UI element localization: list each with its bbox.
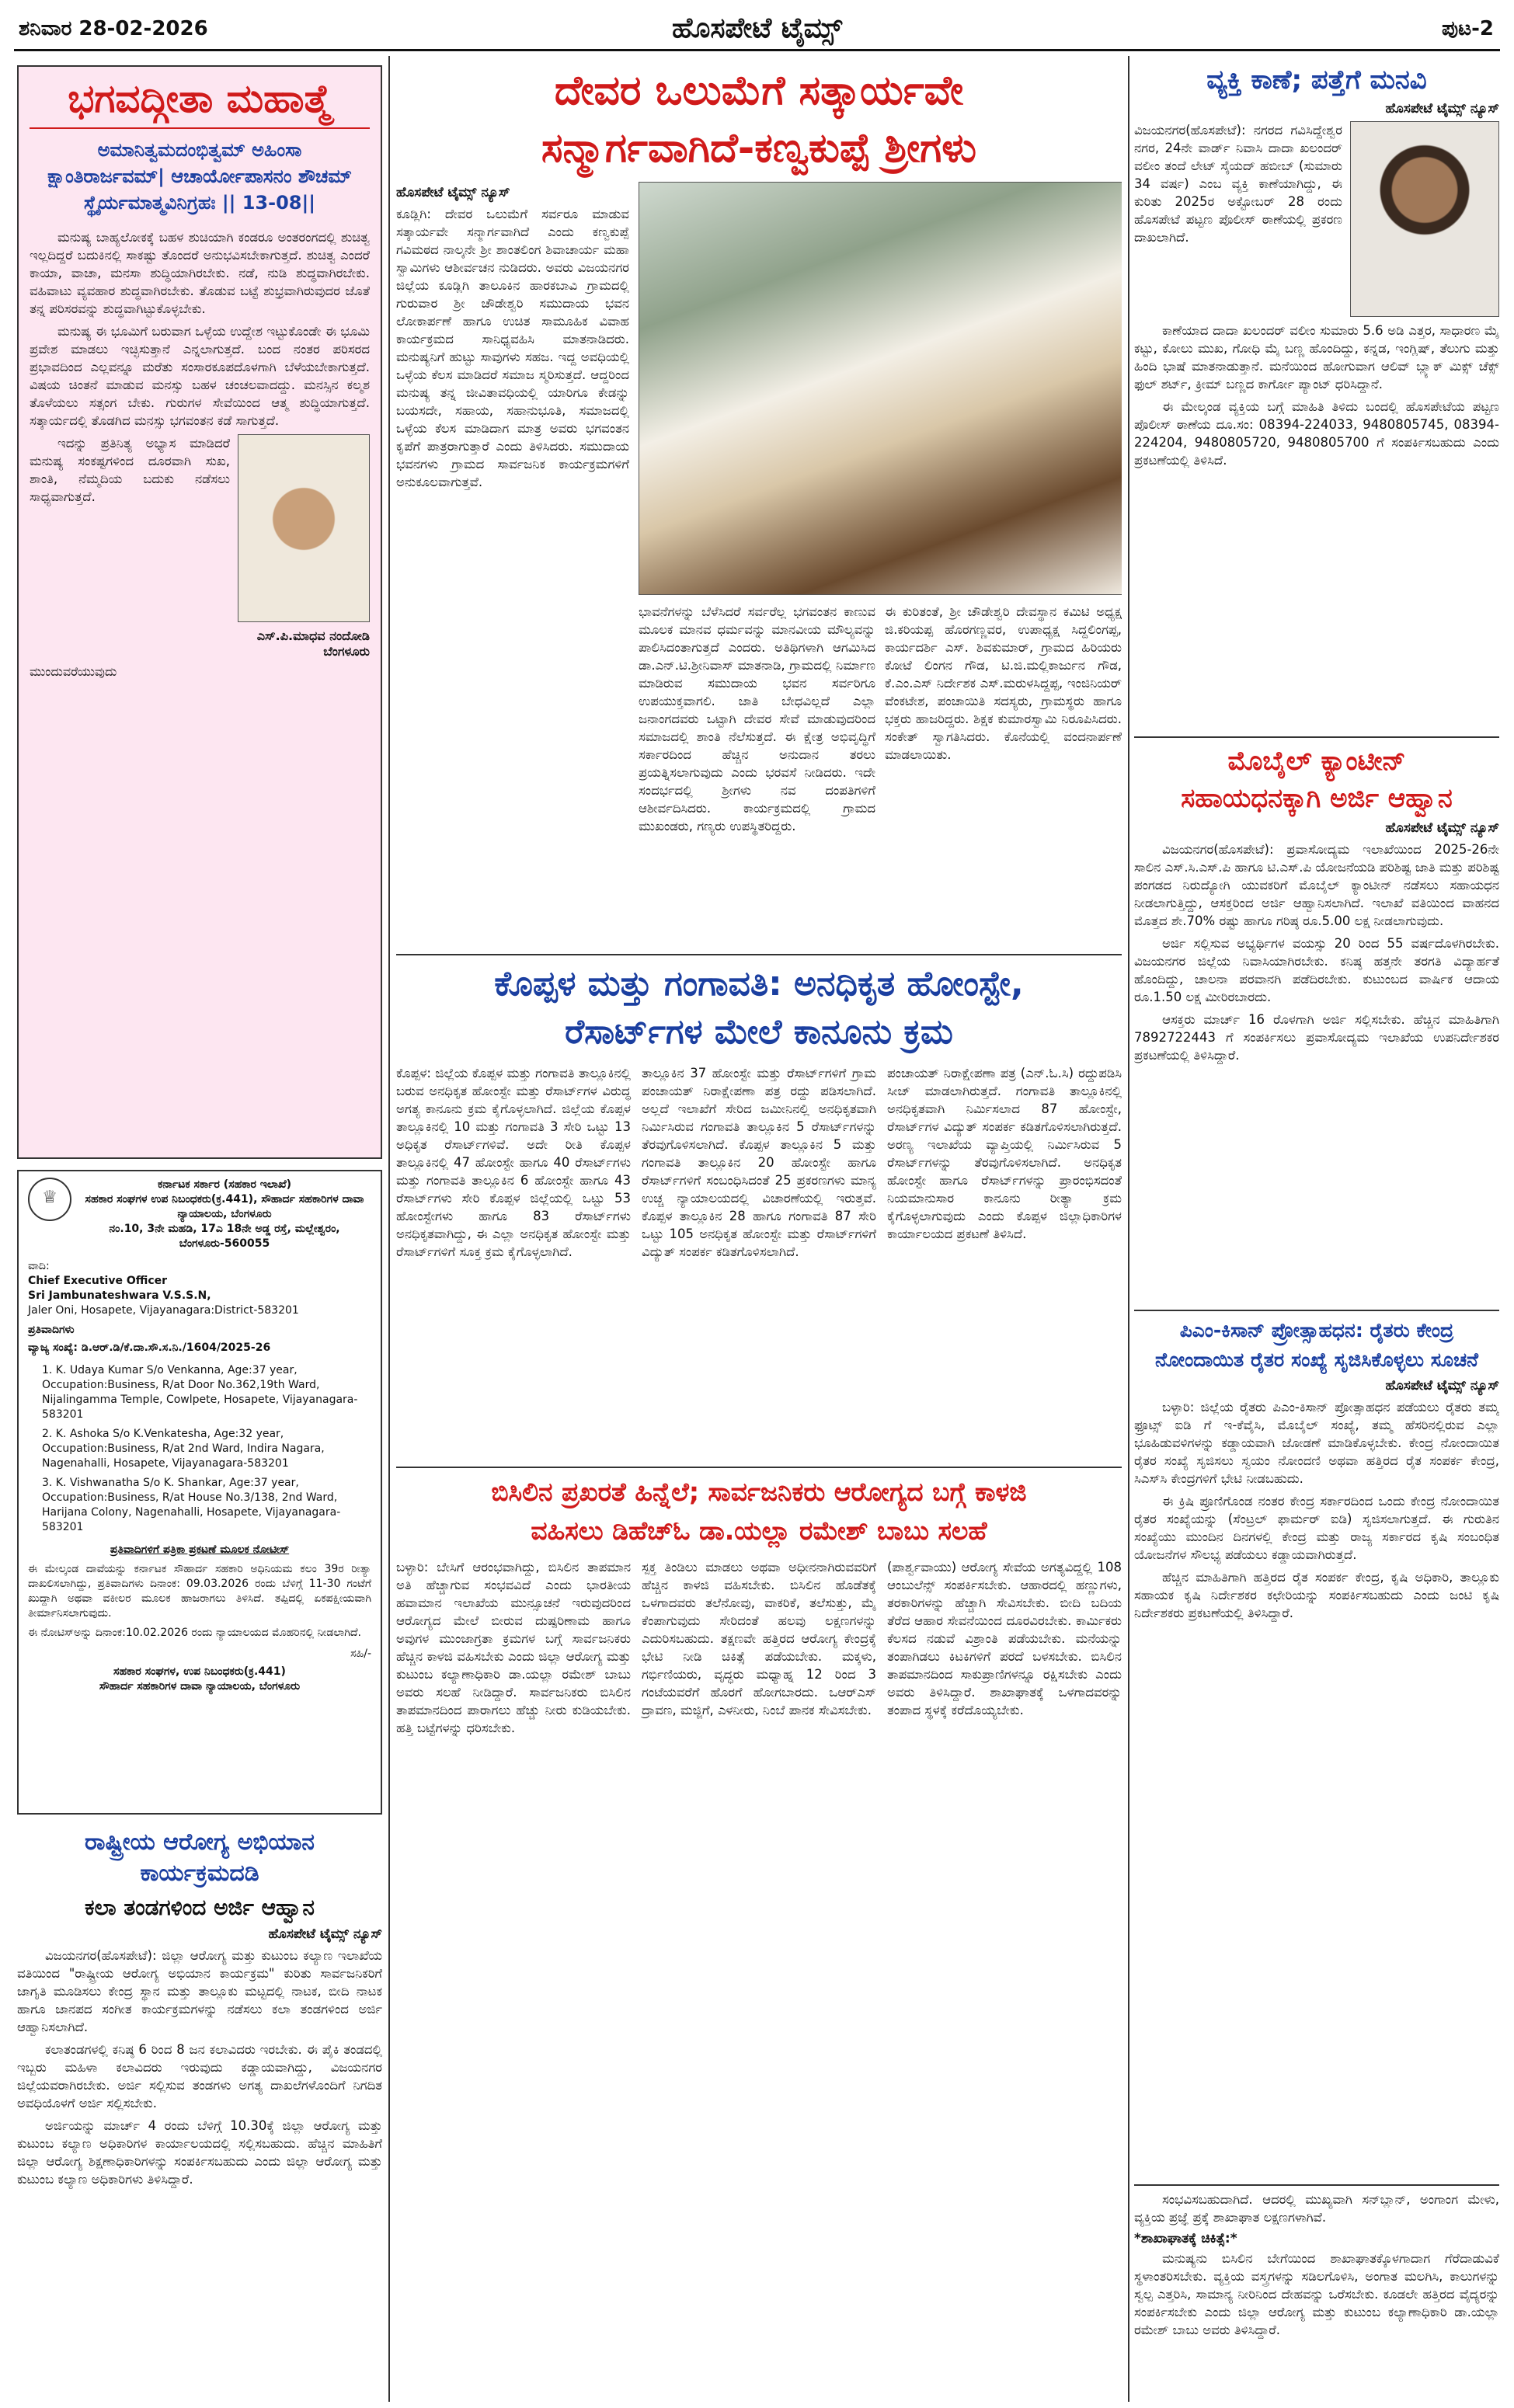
gita-para: ಮನುಷ್ಯ ಬಾಹ್ಯಲೋಕಕ್ಕೆ ಬಹಳ ಶುಚಿಯಾಗಿ ಕಂಡರೂ ಅಂತರಂಗದಲ್ಲಿ ಶುಚಿತ್ವ ಇಲ್ಲದಿದ್ದರೆ ಬದುಕಿನಲ್ಲಿ ಸಾಕಷ್ಟು ತೊಂದರೆ ಅನುಭವಿಸಬೇಕಾಗುತ್ತದೆ. ಶುಚಿತ್ವ ಎಂದರೆ ಕಾಯಾ, ವಾಚಾ, ಮನಸಾ ಶುದ್ಧಿಯಾಗಿರಬೇಕು. ನಡೆ, ನುಡಿ ಶುದ್ಧವಾಗಿರಬೇಕು. ವಹಿವಾಟು ವ್ಯವಹಾರ ಶುದ್ಧವಾಗಿರಬೇಕು. ತೊಡುವ ಬಟ್ಟೆ ಶುಭ್ರವಾಗಿರುವುದರ ಜೊತೆ ತನ್ನ ಪರಿಸರವನ್ನು ಶುದ್ಧವಾಗಿಟ್ಟುಕೊಳ್ಳಬೇಕು. [30, 230, 370, 316]
page-number: ಪುಟ-2 [1441, 17, 1494, 40]
lead-title: ದೇವರ ಒಲುಮೆಗೆ ಸತ್ಕಾರ್ಯವೇ [554, 68, 964, 114]
section-rule [396, 1467, 1122, 1468]
column-rule [388, 56, 390, 2402]
notice-line: Jaler Oni, Hosapete, Vijayanagara:District-583201 [28, 1304, 299, 1317]
notice-line: Sri Jambunateshwara V.S.S.N, [28, 1289, 211, 1302]
masthead [14, 11, 1500, 51]
notice-line: ಪ್ರತಿವಾದಿಗಳಿಗೆ ಪತ್ರಿಕಾ ಪ್ರಕಟಣೆ ಮೂಲಕ ನೋಟೀಸ್ [110, 1543, 290, 1556]
notice-line: ವ್ಯಾಜ್ಯ ಸಂಖ್ಯೆ: ಡಿ.ಆರ್.ಡಿ/ಕೆ.ದಾ.ಸೌ.ಸ.ನಿ./1604/2025-26 [28, 1341, 271, 1354]
health-title: ಕಲಾ ತಂಡಗಳಿಂದ ಅರ್ಜಿ ಆಹ್ವಾನ [85, 1895, 315, 1920]
notice-line: ಕರ್ನಾಟಕ ಸರ್ಕಾರ (ಸಹಕಾರ ಇಲಾಖೆ) [157, 1178, 292, 1191]
column-rule [1128, 56, 1129, 2402]
notice-line: 3. K. Vishwanatha S/o K. Shankar, Age:37 year, Occupation:Business, R/at House No.3/138, 2nd Ward, Harijana Colony, Nagenahalli, Hosapete, Vijayanagara-583201 [42, 1477, 341, 1533]
missing-person-photo [1350, 121, 1499, 317]
pmkisan-title: ಪಿಎಂ-ಕಿಸಾನ್ ಪ್ರೋತ್ಸಾಹಧನ: ರೈತರು ಕೇಂದ್ರ [1179, 1319, 1454, 1341]
lead-byline: ಹೊಸಪೇಟೆ ಟೈಮ್ಸ್ ನ್ಯೂಸ್ [396, 185, 510, 200]
section-rule [396, 954, 1122, 955]
gita-author: ಎಸ್.ಪಿ.ಮಾಧವ ನಂದೋಡಿ [256, 628, 370, 643]
author-photo [238, 434, 370, 622]
notice-line: ಸೌಹಾರ್ದ ಸಹಕಾರಿಗಳ ದಾವಾ ನ್ಯಾಯಾಲಯ, ಬೆಂಗಳೂರು [99, 1680, 301, 1693]
gita-author-city: ಬೆಂಗಳೂರು [323, 644, 370, 659]
heat-continued-heading: *ಶಾಖಾಘಾತಕ್ಕೆ ಚಿಕಿತ್ಸೆ:* [1134, 2231, 1237, 2246]
heat-continued [1134, 2191, 1499, 2402]
heat-col1: ಬಳ್ಳಾರಿ: ಬೇಸಿಗೆ ಆರಂಭವಾಗಿದ್ದು, ಬಿಸಿಲಿನ ತಾಪಮಾನ ಅತಿ ಹೆಚ್ಚಾಗುವ ಸಂಭವವಿದೆ ಎಂದು ಭಾರತೀಯ ಹವಾಮಾನ ಇಲಾಖೆಯ ಮುನ್ಸೂಚನೆ ಇರುವುದರಿಂದ ಆರೋಗ್ಯದ ಮೇಲೆ ಬೀರುವ ದುಷ್ಪರಿಣಾಮ ಹಾಗೂ ಅವುಗಳ ಮುಂಜಾಗ್ರತಾ ಕ್ರಮಗಳ ಬಗ್ಗೆ ಸಾರ್ವಜನಿಕರು ಹೆಚ್ಚಿನ ಕಾಳಜಿ ವಹಿಸಬೇಕು ಎಂದು ಜಿಲ್ಲಾ ಆರೋಗ್ಯ ಮತ್ತು ಕುಟುಂಬ ಕಲ್ಯಾಣಾಧಿಕಾರಿ ಡಾ.ಯಲ್ಲಾ ರಮೇಶ್ ಬಾಬು ಅವರು ಸಲಹೆ ನೀಡಿದ್ದಾರೆ. ಸಾರ್ವಜನಿಕರು ಬಿಸಿಲಿನ ತಾಪಮಾನದಿಂದ ಪಾರಾಗಲು ಹೆಚ್ಚು ನೀರು ಕುಡಿಯಬೇಕು. ಹತ್ತಿ ಬಟ್ಟೆಗಳನ್ನು ಧರಿಸಬೇಕು. [396, 1560, 631, 1735]
koppal-col3: ಪಂಚಾಯತ್ ನಿರಾಕ್ಷೇಪಣಾ ಪತ್ರ (ಎನ್.ಓ.ಸಿ) ರದ್ದುಪಡಿಸಿ ಸೀಜ್ ಮಾಡಲಾಗಿರುತ್ತದೆ. ಗಂಗಾವತಿ ತಾಲ್ಲೂಕಿನಲ್ಲಿ ಅನಧಿಕೃತವಾಗಿ ನಿರ್ಮಿಸಲಾದ 87 ಹೋಂಸ್ಟೇ, ರೆಸಾರ್ಟ್‌ಗಳ ವಿದ್ಯುತ್ ಸಂಪರ್ಕ ಕಡಿತಗೊಳಿಸಲಾಗಿರುತ್ತದೆ. ಅರಣ್ಯ ಇಲಾಖೆಯ ವ್ಯಾಪ್ತಿಯಲ್ಲಿ ನಿರ್ಮಿಸಿರುವ 5 ರೆಸಾರ್ಟ್‌ಗಳನ್ನು ತೆರವುಗೊಳಿಸಲಾಗಿದೆ. ಅನಧಿಕೃತ ಹೋಂಸ್ಟೇ ಹಾಗೂ ರೆಸಾರ್ಟ್‌ಗಳನ್ನು ಪ್ರಾರಂಭಿಸದಂತೆ ನಿಯಮಾನುಸಾರ ಕಾನೂನು ರೀತ್ಯಾ ಕ್ರಮ ಕೈಗೊಳ್ಳಲಾಗುವುದು ಎಂದು ಕೊಪ್ಪಳ ಜಿಲ್ಲಾಧಿಕಾರಿಗಳ ಕಾರ್ಯಾಲಯದ ಪ್ರಕಟಣೆ ತಿಳಿಸಿದೆ. [887, 1066, 1122, 1241]
notice-line: ಸಹಿ/- [350, 1648, 371, 1660]
gita-box [17, 65, 382, 1159]
section-rule [1134, 2184, 1499, 2186]
section-rule [1134, 1310, 1499, 1311]
lead-title: ಸನ್ಮಾರ್ಗವಾಗಿದೆ-ಕಣ್ವಕುಪ್ಪೆ ಶ್ರೀಗಳು [541, 125, 977, 172]
canteen-title: ಸಹಾಯಧನಕ್ಕಾಗಿ ಅರ್ಜಿ ಆಹ್ವಾನ [1181, 783, 1453, 814]
koppal-article [396, 960, 1122, 1457]
newspaper-title: ಹೊಸಪೇಟೆ ಟೈಮ್ಸ್ [671, 12, 843, 44]
court-notice [17, 1170, 382, 1815]
lead-col2: ಭಾವನೆಗಳನ್ನು ಬೆಳೆಸಿದರೆ ಸರ್ವರೆಲ್ಲ ಭಗವಂತನ ಕಾಣುವ ಮೂಲಕ ಮಾನವ ಧರ್ಮವನ್ನು ಮಾನವೀಯ ಮೌಲ್ಯವನ್ನು ಪಾಲಿಸಿದಂತಾಗುತ್ತದೆ ಎಂದರು. ಅತಿಥಿಗಳಾಗಿ ಆಗಮಿಸಿದ ಡಾ.ಎನ್.ಟಿ.ಶ್ರೀನಿವಾಸ್ ಮಾತನಾಡಿ, ಗ್ರಾಮದಲ್ಲಿ ನಿರ್ಮಾಣ ಮಾಡಿರುವ ಸಮುದಾಯ ಭವನ ಸರ್ವರಿಗೂ ಉಪಯುಕ್ತವಾಗಲಿ. ಜಾತಿ ಬೇಧವಿಲ್ಲದೆ ಎಲ್ಲಾ ಜನಾಂಗದವರು ಒಟ್ಟಾಗಿ ದೇವರ ಸೇವೆ ಮಾಡುವುದರಿಂದ ಸಮಾಜದಲ್ಲಿ ಶಾಂತಿ ನೆಲೆಸುತ್ತದೆ. ಈ ಕ್ಷೇತ್ರ ಅಭಿವೃದ್ಧಿಗೆ ಸರ್ಕಾರದಿಂದ ಹೆಚ್ಚಿನ ಅನುದಾನ ತರಲು ಪ್ರಯತ್ನಿಸಲಾಗುವುದು ಎಂದು ಭರವಸೆ ನೀಡಿದರು. ಇದೇ ಸಂದರ್ಭದಲ್ಲಿ ಶ್ರೀಗಳು ನವ ದಂಪತಿಗಳಿಗೆ ಆಶೀರ್ವದಿಸಿದರು. ಕಾರ್ಯಕ್ರಮದಲ್ಲಿ ಗ್ರಾಮದ ಮುಖಂಡರು, ಗಣ್ಯರು ಉಪಸ್ಥಿತರಿದ್ದರು. [639, 604, 875, 833]
heat-title: ವಹಿಸಲು ಡಿಹೆಚ್ಓ ಡಾ.ಯಲ್ಲಾ ರಮೇಶ್ ಬಾಬು ಸಲಹೆ [531, 1515, 987, 1546]
missing-title: ವ್ಯಕ್ತಿ ಕಾಣೆ; ಪತ್ತೆಗೆ ಮನವಿ [1206, 64, 1427, 96]
missing-para: ಕಾಣೆಯಾದ ದಾದಾ ಖಲಂದರ್ ವಲೀಂ ಸುಮಾರು 5.6 ಅಡಿ ಎತ್ತರ, ಸಾಧಾರಣ ಮೈ ಕಟ್ಟು, ಕೋಲು ಮುಖ, ಗೋಧಿ ಮೈ ಬಣ್ಣ ಹೊಂದಿದ್ದು, ಕನ್ನಡ, ಇಂಗ್ಲಿಷ್, ತೆಲುಗು ಮತ್ತು ಹಿಂದಿ ಭಾಷೆ ಮಾತನಾಡುತ್ತಾನೆ. ಮನೆಯಿಂದ ಹೋಗುವಾಗ ಆಲಿವ್ ಬ್ಲ್ಯಾಕ್ ಮಿಕ್ಸ್ ಚೆಕ್ಸ್ ಫುಲ್ ಶರ್ಟ್, ಕ್ರೀಮ್ ಬಣ್ಣದ ಕಾರ್ಗೋ ಪ್ಯಾಂಟ್ ಧರಿಸಿದ್ದಾನೆ. [1134, 323, 1499, 391]
notice-line: ಸಹಕಾರ ಸಂಘಗಳ ಉಪ ನಿಬಂಧಕರು(ಕ್ರ.441), ಸೌಹಾರ್ದ ಸಹಕಾರಿಗಳ ದಾವಾ ನ್ಯಾಯಾಲಯ, ಬೆಂಗಳೂರು [85, 1193, 364, 1220]
gita-shloka: ಅಮಾನಿತ್ವಮದಂಭಿತ್ವಮ್ ಅಹಿಂಸಾ ಕ್ಷಾಂತಿರಾರ್ಜವಮ್| ಆಚಾರ್ಯೋಪಾಸನಂ ಶೌಚಮ್ ಸ್ಥೈರ್ಯಮಾತ್ಮವಿನಿಗ್ರಹಃ || 13-08|| [47, 139, 352, 214]
health-byline: ಹೊಸಪೇಟೆ ಟೈಮ್ಸ್ ನ್ಯೂಸ್ [268, 1926, 382, 1942]
heat-title: ಬಿಸಿಲಿನ ಪ್ರಖರತೆ ಹಿನ್ನೆಲೆ; ಸಾರ್ವಜನಿಕರು ಆರೋಗ್ಯದ ಬಗ್ಗೆ ಕಾಳಜಿ [491, 1477, 1027, 1507]
gita-continued: ಮುಂದುವರೆಯುವುದು [30, 664, 117, 679]
pmkisan-title: ನೋಂದಾಯಿತ ರೈತರ ಸಂಖ್ಯೆ ಸೃಜಿಸಿಕೊಳ್ಳಲು ಸೂಚನೆ [1155, 1348, 1478, 1371]
government-emblem-icon: ♕ [28, 1178, 71, 1221]
canteen-byline: ಹೊಸಪೇಟೆ ಟೈಮ್ಸ್ ನ್ಯೂಸ್ [1385, 820, 1499, 836]
health-para: ಕಲಾತಂಡಗಳಲ್ಲಿ ಕನಿಷ್ಠ 6 ರಿಂದ 8 ಜನ ಕಲಾವಿದರು ಇರಬೇಕು. ಈ ಪೈಕಿ ತಂಡದಲ್ಲಿ ಇಬ್ಬರು ಮಹಿಳಾ ಕಲಾವಿದರು ಇರುವುದು ಕಡ್ಡಾಯವಾಗಿದ್ದು, ವಿಜಯನಗರ ಜಿಲ್ಲೆಯವರಾಗಿರಬೇಕು. ಅರ್ಜಿ ಸಲ್ಲಿಸುವ ತಂಡಗಳು ಅಗತ್ಯ ದಾಖಲೆಗಳೊಂದಿಗೆ ನಿಗದಿತ ಅವಧಿಯೊಳಗೆ ಅರ್ಜಿ ಸಲ್ಲಿಸಬೇಕು. [17, 2042, 382, 2110]
canteen-para: ಆಸಕ್ತರು ಮಾರ್ಚ್ 16 ರೊಳಗಾಗಿ ಅರ್ಜಿ ಸಲ್ಲಿಸಬೇಕು. ಹೆಚ್ಚಿನ ಮಾಹಿತಿಗಾಗಿ 7892722443 ಗೆ ಸಂಪರ್ಕಿಸಲು ಪ್ರವಾಸೋದ್ಯಮ ಇಲಾಖೆಯ ಉಪನಿರ್ದೇಶಕರ ಪ್ರಕಟಣೆಯಲ್ಲಿ ತಿಳಿಸಿದ್ದಾರೆ. [1134, 1012, 1499, 1063]
koppal-title: ರೆಸಾರ್ಟ್‌ಗಳ ಮೇಲೆ ಕಾನೂನು ಕ್ರಮ [565, 1012, 953, 1052]
heat-continued-para: ಸಂಭವಿಸಬಹುದಾಗಿದೆ. ಆದರಲ್ಲಿ ಮುಖ್ಯವಾಗಿ ಸನ್‌ಬ್ಲಾನ್, ಅಂಗಾಂಗ ಮೇಳು, ವ್ಯಕ್ತಿಯ ಪ್ರಜ್ಞೆ ಪ್ರಕ್ಕೆ ಶಾಖಾಘಾತ ಲಕ್ಷಣಗಳಾಗಿವೆ. [1134, 2192, 1499, 2225]
notice-line: 1. K. Udaya Kumar S/o Venkanna, Age:37 year, Occupation:Business, R/at Door No.362,19th Ward, Nijalingamma Temple, Cowlpete, Hosapete, Vijayanagara-583201 [42, 1364, 358, 1421]
section-rule [1134, 736, 1499, 738]
ribbon-cutting-photo [639, 182, 1122, 595]
heat-continued-para: ಮನುಷ್ಯನು ಬಿಸಿಲಿನ ಬೇಗೆಯಿಂದ ಶಾಖಾಘಾತಕ್ಕೊಳಗಾದಾಗ ಗೆರೆದಾಡುವಿಕೆ ಸ್ಥಳಾಂತರಿಸಬೇಕು. ವ್ಯಕ್ತಿಯ ವಸ್ತ್ರಗಳನ್ನು ಸಡಿಲಗೊಳಿಸಿ, ಅಂಗಾತ ಮಲಗಿಸಿ, ಕಾಲುಗಳನ್ನು ಸ್ವಲ್ಪ ಎತ್ತರಿಸಿ, ಸಾಮಾನ್ಯ ನೀರಿನಿಂದ ದೇಹವನ್ನು ಒರೆಸಬೇಕು. ಕೂಡಲೇ ಹತ್ತಿರದ ವೈದ್ಯರನ್ನು ಸಂಪರ್ಕಿಸಬೇಕು ಎಂದು ಜಿಲ್ಲಾ ಆರೋಗ್ಯ ಮತ್ತು ಕುಟುಂಬ ಕಲ್ಯಾಣಾಧಿಕಾರಿ ಡಾ.ಯಲ್ಲಾ ರಮೇಶ್ ಬಾಬು ಅವರು ತಿಳಿಸಿದ್ದಾರೆ. [1134, 2251, 1499, 2337]
notice-line: ನಂ.10, 3ನೇ ಮಹಡಿ, 17ಎ 18ನೇ ಅಡ್ಡ ರಸ್ತೆ, ಮಲ್ಲೇಶ್ವರಂ, ಬೆಂಗಳೂರು-560055 [109, 1223, 340, 1250]
canteen-para: ವಿಜಯನಗರ(ಹೊಸಪೇಟೆ): ಪ್ರವಾಸೋದ್ಯಮ ಇಲಾಖೆಯಿಂದ 2025-26ನೇ ಸಾಲಿನ ಎಸ್.ಸಿ.ಎಸ್.ಪಿ ಹಾಗೂ ಟಿ.ಎಸ್.ಪಿ ಯೋಜನೆಯಡಿ ಪರಿಶಿಷ್ಟ ಜಾತಿ ಮತ್ತು ಪರಿಶಿಷ್ಟ ಪಂಗಡದ ನಿರುದ್ಯೋಗಿ ಯುವಕರಿಗೆ ಮೊಬೈಲ್ ಕ್ಯಾಂಟೀನ್ ನಡೆಸಲು ಸಹಾಯಧನ ನೀಡಲಾಗುತ್ತಿದ್ದು, ಆಸಕ್ತರಿಂದ ಅರ್ಜಿ ಆಹ್ವಾನಿಸಲಾಗಿದೆ. ಇಲಾಖೆ ವತಿಯಿಂದ ವಾಹನದ ಮೊತ್ತದ ಶೇ.70% ರಷ್ಟು ಹಾಗೂ ಗರಿಷ್ಠ ರೂ.5.00 ಲಕ್ಷ ನೀಡಲಾಗುವುದು. [1134, 842, 1499, 928]
koppal-col1: ಕೊಪ್ಪಳ: ಜಿಲ್ಲೆಯ ಕೊಪ್ಪಳ ಮತ್ತು ಗಂಗಾವತಿ ತಾಲ್ಲೂಕಿನಲ್ಲಿ ಬರುವ ಅನಧಿಕೃತ ಹೋಂಸ್ಟೇ ಮತ್ತು ರೆಸಾರ್ಟ್‌ಗಳ ವಿರುದ್ಧ ಅಗತ್ಯ ಕಾನೂನು ಕ್ರಮ ಕೈಗೊಳ್ಳಲಾಗಿದೆ. ಜಿಲ್ಲೆಯ ಕೊಪ್ಪಳ ತಾಲ್ಲೂಕಿನಲ್ಲಿ 10 ಮತ್ತು ಗಂಗಾವತಿ 3 ಸೇರಿ ಒಟ್ಟು 13 ಅಧಿಕೃತ ರೆಸಾರ್ಟ್‌ಗಳಿವೆ. ಅದೇ ರೀತಿ ಕೊಪ್ಪಳ ತಾಲ್ಲೂಕಿನಲ್ಲಿ 47 ಹೋಂಸ್ಟೇ ಹಾಗೂ 40 ರೆಸಾರ್ಟ್‌ಗಳು ಮತ್ತು ಗಂಗಾವತಿ ತಾಲ್ಲೂಕಿನ 6 ಹೋಂಸ್ಟೇ ಹಾಗೂ 43 ರೆಸಾರ್ಟ್‌ಗಳು ಸೇರಿ ಕೊಪ್ಪಳ ಜಿಲ್ಲೆಯಲ್ಲಿ ಒಟ್ಟು 53 ಹೋಂಸ್ಟೇಗಳು ಹಾಗೂ 83 ರೆಸಾರ್ಟ್‌ಗಳು ಅನಧಿಕೃತವಾಗಿದ್ದು, ಈ ಎಲ್ಲಾ ಅನಧಿಕೃತ ಹೋಂಸ್ಟೇ ಮತ್ತು ರೆಸಾರ್ಟ್‌ಗಳಿಗೆ ಸೂಕ್ತ ಕ್ರಮ ಕೈಗೊಳ್ಳಲಾಗಿದೆ. [396, 1066, 631, 1259]
missing-para: ವಿಜಯನಗರ(ಹೊಸಪೇಟೆ): ನಗರದ ಗವಿಸಿದ್ದೇಶ್ವರ ನಗರ, 24ನೇ ವಾರ್ಡ್ ನಿವಾಸಿ ದಾದಾ ಖಲಂದರ್ ವಲೀಂ ತಂದೆ ಲೇಟ್ ಸೈಯದ್ ಹಬೀಬ್ (ಸುಮಾರು 34 ವರ್ಷ) ಎಂಬ ವ್ಯಕ್ತಿ ಕಾಣೆಯಾಗಿದ್ದು, ಈ ಕುರಿತು 2025ರ ಅಕ್ಟೋಬರ್ 28 ರಂದು ಹೊಸಪೇಟೆ ಪಟ್ಟಣ ಪೊಲೀಸ್ ಠಾಣೆಯಲ್ಲಿ ಪ್ರಕರಣ ದಾಖಲಾಗಿದೆ. [1134, 123, 1342, 245]
koppal-title: ಕೊಪ್ಪಳ ಮತ್ತು ಗಂಗಾವತಿ: ಅನಧಿಕೃತ ಹೋಂಸ್ಟೇ, [494, 964, 1024, 1004]
notice-line: ಈ ನೋಟಿಸ್ಅನ್ನು ದಿನಾಂಕ:10.02.2026 ರಂದು ನ್ಯಾಯಾಲಯದ ಮೊಹರಿನಲ್ಲಿ ನೀಡಲಾಗಿದೆ. [28, 1627, 361, 1639]
koppal-col2: ತಾಲ್ಲೂಕಿನ 37 ಹೋಂಸ್ಟೇ ಮತ್ತು ರೆಸಾರ್ಟ್‌ಗಳಿಗೆ ಗ್ರಾಮ ಪಂಚಾಯತ್ ನಿರಾಕ್ಷೇಪಣಾ ಪತ್ರ ರದ್ದು ಪಡಿಸಲಾಗಿದೆ. ಅಲ್ಲದೆ ಇಲಾಖೆಗೆ ಸೇರಿದ ಜಮೀನಿನಲ್ಲಿ ಅನಧಿಕೃತವಾಗಿ ನಿರ್ಮಿಸಿರುವ ಗಂಗಾವತಿ ತಾಲ್ಲೂಕಿನ 5 ರೆಸಾರ್ಟ್‌ಗಳನ್ನು ತೆರವುಗೊಳಿಸಲಾಗಿದೆ. ಕೊಪ್ಪಳ ತಾಲ್ಲೂಕಿನ 5 ಮತ್ತು ಗಂಗಾವತಿ ತಾಲ್ಲೂಕಿನ 20 ಹೋಂಸ್ಟೇ ಹಾಗೂ ರೆಸಾರ್ಟ್‌ಗಳಿಗೆ ಸಂಬಂಧಿಸಿದಂತೆ 25 ಪ್ರಕರಣಗಳು ಮಾನ್ಯ ಉಚ್ಚ ನ್ಯಾಯಾಲಯದಲ್ಲಿ ವಿಚಾರಣೆಯಲ್ಲಿ ಇರುತ್ತವೆ. ಕೊಪ್ಪಳ ತಾಲ್ಲೂಕಿನ 28 ಹಾಗೂ ಗಂಗಾವತಿ 87 ಸೇರಿ ಒಟ್ಟು 105 ಅನಧಿಕೃತ ಹೋಂಸ್ಟೇ ಮತ್ತು ರೆಸಾರ್ಟ್‌ಗಳಿಗೆ ವಿದ್ಯುತ್ ಸಂಪರ್ಕ ಕಡಿತಗೊಳಿಸಲಾಗಿದೆ. [642, 1066, 876, 1259]
canteen-title: ಮೊಬೈಲ್ ಕ್ಯಾಂಟೀನ್ [1227, 746, 1406, 777]
lead-col3: ಈ ಕುರಿತಂತೆ, ಶ್ರೀ ಚೌಡೇಶ್ವರಿ ದೇವಸ್ಥಾನ ಕಮಿಟಿ ಅಧ್ಯಕ್ಷ ಜಿ.ಕರಿಯಪ್ಪ ಹೊರಗಣ್ಣವರ, ಉಪಾಧ್ಯಕ್ಷ ಸಿದ್ದಲಿಂಗಪ್ಪ, ಕಾರ್ಯದರ್ಶಿ ಎಸ್. ಶಿವಕುಮಾರ್, ಗ್ರಾಮದ ಹಿರಿಯರು ಕೋಟೆ ಲಿಂಗನ ಗೌಡ, ಟಿ.ಜಿ.ಮಲ್ಲಿಕಾರ್ಜುನ ಗೌಡ, ಕೆ.ಎಂ.ಎಸ್ ನಿರ್ದೇಶಕ ಎಸ್.ಮರುಳಸಿದ್ದಪ್ಪ, ಇಂಜಿನಿಯರ್ ವೆಂಕಟೇಶ, ಪಂಚಾಯಿತಿ ಸದಸ್ಯರು, ಗ್ರಾಮಸ್ಥರು ಹಾಗೂ ಭಕ್ತರು ಹಾಜರಿದ್ದರು. ಶಿಕ್ಷಕ ಕುಮಾರಸ್ವಾಮಿ ನಿರೂಪಿಸಿದರು. ಸಂಕೇತ್ ಸ್ವಾಗತಿಸಿದರು. ಕೊನೆಯಲ್ಲಿ ವಂದನಾರ್ಪಣೆ ಮಾಡಲಾಯಿತು. [885, 604, 1122, 762]
health-title: ಕಾರ್ಯಕ್ರಮದಡಿ [140, 1860, 259, 1887]
lead-col1: ಕೂಡ್ಲಿಗಿ: ದೇವರ ಒಲುಮೆಗೆ ಸರ್ವರೂ ಮಾಡುವ ಸತ್ಕಾರ್ಯವೇ ಸನ್ಮಾರ್ಗವಾಗಿದೆ ಎಂದು ಕಣ್ವಕುಪ್ಪೆ ಗವಿಮಠದ ನಾಲ್ಕನೇ ಶ್ರೀ ಶಾಂತಲಿಂಗ ಶಿವಾಚಾರ್ಯ ಮಹಾ ಸ್ವಾಮಿಗಳು ಆಶೀರ್ವಚನ ನುಡಿದರು. ಅವರು ವಿಜಯನಗರ ಜಿಲ್ಲೆಯ ಕೂಡ್ಲಿಗಿ ತಾಲೂಕಿನ ಹಾರಕಬಾವಿ ಗ್ರಾಮದಲ್ಲಿ ಗುರುವಾರ ಶ್ರೀ ಚೌಡೇಶ್ವರಿ ಸಮುದಾಯ ಭವನ ಲೋಕಾರ್ಪಣೆ ಹಾಗೂ ಉಚಿತ ಸಾಮೂಹಿಕ ವಿವಾಹ ಕಾರ್ಯಕ್ರಮದ ಸಾನಿಧ್ಯವಹಿಸಿ ಮಾತನಾಡಿದರು. ಮನುಷ್ಯನಿಗೆ ಹುಟ್ಟು ಸಾವುಗಳು ಸಹಜ. ಇದ್ದ ಅವಧಿಯಲ್ಲಿ ಒಳ್ಳೆಯ ಕೆಲಸ ಮಾಡಿದರೆ ಸಮಾಜ ಸ್ಮರಿಸುತ್ತದೆ. ಆದ್ದರಿಂದ ಮನುಷ್ಯ ತನ್ನ ಜೀವಿತಾವಧಿಯಲ್ಲಿ ಯಾರಿಗೂ ಕೇಡನ್ನು ಬಯಸದೇ, ಸಹಾಯ, ಸಹಾನುಭೂತಿ, ಸಮಾಜದಲ್ಲಿ ಒಳ್ಳೆಯ ಕೆಲಸ ಮಾಡಿದಾಗ ಮಾತ್ರ ಅವರು ಭಗವಂತನ ಕೃಪೆಗೆ ಪಾತ್ರರಾಗುತ್ತಾರೆ ಎಂದು ತಿಳಿಸಿದರು. ಸಮುದಾಯ ಭವನಗಳು ಗ್ರಾಮದ ಸಾರ್ವಜನಿಕ ಕಾರ್ಯಕ್ರಮಗಳಿಗೆ ಅನುಕೂಲವಾಗುತ್ತವೆ. [396, 207, 629, 489]
notice-line: Chief Executive Officer [28, 1275, 168, 1287]
health-para: ವಿಜಯನಗರ(ಹೊಸಪೇಟೆ): ಜಿಲ್ಲಾ ಆರೋಗ್ಯ ಮತ್ತು ಕುಟುಂಬ ಕಲ್ಯಾಣ ಇಲಾಖೆಯ ವತಿಯಿಂದ "ರಾಷ್ಟ್ರೀಯ ಆರೋಗ್ಯ ಅಭಿಯಾನ ಕಾರ್ಯಕ್ರಮ" ಕುರಿತು ಸಾರ್ವಜನಿಕರಿಗೆ ಜಾಗೃತಿ ಮೂಡಿಸಲು ಕೇಂದ್ರ ಸ್ಥಾನ ಮತ್ತು ತಾಲ್ಲೂಕು ಮಟ್ಟದಲ್ಲಿ ನಾಟಕ, ಬೀದಿ ನಾಟಕ ಹಾಗೂ ಜಾನಪದ ಸಂಗೀತ ಕಾರ್ಯಕ್ರಮಗಳನ್ನು ನಡೆಸಲು ಕಲಾ ತಂಡಗಳಿಂದ ಅರ್ಜಿ ಆಹ್ವಾನಿಸಲಾಗಿದೆ. [17, 1948, 382, 2034]
notice-line: ಸಹಕಾರ ಸಂಘಗಳ, ಉಪ ನಿಬಂಧಕರು(ಕ್ರ.441) [113, 1665, 286, 1678]
pmkisan-para: ಹೆಚ್ಚಿನ ಮಾಹಿತಿಗಾಗಿ ಹತ್ತಿರದ ರೈತ ಸಂಪರ್ಕ ಕೇಂದ್ರ, ಕೃಷಿ ಅಧಿಕಾರಿ, ತಾಲ್ಲೂಕು ಸಹಾಯಕ ಕೃಷಿ ನಿರ್ದೇಶಕರ ಕಛೇರಿಯನ್ನು ಸಂಪರ್ಕಿಸಬಹುದು ಎಂದು ಜಂಟಿ ಕೃಷಿ ನಿರ್ದೇಶಕರು ಪ್ರಕಟಣೆಯಲ್ಲಿ ತಿಳಿಸಿದ್ದಾರೆ. [1134, 1570, 1499, 1620]
canteen-article [1134, 743, 1499, 1302]
missing-para: ಈ ಮೇಲ್ಕಂಡ ವ್ಯಕ್ತಿಯ ಬಗ್ಗೆ ಮಾಹಿತಿ ತಿಳಿದು ಬಂದಲ್ಲಿ ಹೊಸಪೇಟೆಯ ಪಟ್ಟಣ ಪೊಲೀಸ್ ಠಾಣೆಯ ದೂ.ಸಂ: 08394-224033, 9480805745, 08394-224204, 9480805720, 9480805700 ಗೆ ಸಂಪರ್ಕಿಸಬಹುದು ಎಂದು ಪ್ರಕಟಣೆಯಲ್ಲಿ ತಿಳಿಸಿದೆ. [1134, 399, 1499, 468]
health-title: ರಾಷ್ಟ್ರೀಯ ಆರೋಗ್ಯ ಅಭಿಯಾನ [85, 1829, 315, 1856]
pmkisan-byline: ಹೊಸಪೇಟೆ ಟೈಮ್ಸ್ ನ್ಯೂಸ್ [1385, 1378, 1499, 1394]
health-para: ಅರ್ಜಿಯನ್ನು ಮಾರ್ಚ್ 4 ರಂದು ಬೆಳಿಗ್ಗೆ 10.30ಕ್ಕೆ ಜಿಲ್ಲಾ ಆರೋಗ್ಯ ಮತ್ತು ಕುಟುಂಬ ಕಲ್ಯಾಣ ಅಧಿಕಾರಿಗಳ ಕಾರ್ಯಾಲಯದಲ್ಲಿ ಸಲ್ಲಿಸಬಹುದು. ಹೆಚ್ಚಿನ ಮಾಹಿತಿಗೆ ಜಿಲ್ಲಾ ಆರೋಗ್ಯ ಶಿಕ್ಷಣಾಧಿಕಾರಿಗಳನ್ನು ಸಂಪರ್ಕಿಸಬಹುದು ಎಂದು ಜಿಲ್ಲಾ ಆರೋಗ್ಯ ಮತ್ತು ಕುಟುಂಬ ಕಲ್ಯಾಣ ಅಧಿಕಾರಿಗಳು ತಿಳಿಸಿದ್ದಾರೆ. [17, 2118, 382, 2187]
heat-article [396, 1473, 1122, 2397]
health-article [17, 1827, 382, 2402]
gita-para: ಮನುಷ್ಯ ಈ ಭೂಮಿಗೆ ಬರುವಾಗ ಒಳ್ಳೆಯ ಉದ್ದೇಶ ಇಟ್ಟುಕೊಂಡೇ ಈ ಭೂಮಿ ಪ್ರವೇಶ ಮಾಡಲು ಇಚ್ಛಿಸುತ್ತಾನೆ ಎನ್ನಲಾಗುತ್ತದೆ. ಬಂದ ನಂತರ ಪರಿಸರದ ಪ್ರಭಾವದಿಂದ ಎಲ್ಲವನ್ನೂ ಮರೆತು ಸಂಸಾರಕೂಪದೊಳಗಾಗಿ ಬೆಳೆಯಬೇಕಾಗುತ್ತದೆ. ವಿಷಯ ಚಿಂತನೆ ಮಾಡುವ ಮನಸ್ಸು ಬಹಳ ಚಂಚಲವಾದದ್ದು. ಮನಸ್ಸಿನ ಕಲ್ಮಶ ತೊಳೆಯಲು ಸತ್ಸಂಗ ಬೇಕು. ಗುರುಗಳ ಸೇವೆಯಿಂದ ಆತ್ಮ ಶುದ್ಧಿಯಾಗುತ್ತದೆ. ಸತ್ಕಾರ್ಯದಲ್ಲಿ ತೊಡಗಿದ ಮನಸ್ಸು ಭಗವಂತನ ಕಡೆ ಸಾಗುತ್ತದೆ. [30, 324, 370, 428]
notice-line: ಪ್ರತಿವಾದಿಗಳು [28, 1324, 75, 1336]
canteen-para: ಅರ್ಜಿ ಸಲ್ಲಿಸುವ ಅಭ್ಯರ್ಥಿಗಳ ವಯಸ್ಸು 20 ರಿಂದ 55 ವರ್ಷದೊಳಗಿರಬೇಕು. ವಿಜಯನಗರ ಜಿಲ್ಲೆಯ ನಿವಾಸಿಯಾಗಿರಬೇಕು. ಕನಿಷ್ಠ ಹತ್ತನೇ ತರಗತಿ ವಿದ್ಯಾರ್ಹತೆ ಹೊಂದಿದ್ದು, ಚಾಲನಾ ಪರವಾನಗಿ ಪಡೆದಿರಬೇಕು. ಕುಟುಂಬದ ವಾರ್ಷಿಕ ಆದಾಯ ರೂ.1.50 ಲಕ್ಷ ಮೀರಿರಬಾರದು. [1134, 936, 1499, 1004]
lead-article [396, 62, 1122, 948]
pmkisan-para: ಈ ಕ್ರಿಷಿ ಪ್ರೂಣಿಗೊಂಡ ನಂತರ ಕೇಂದ್ರ ಸರ್ಕಾರದಿಂದ ಒಂದು ಕೇಂದ್ರ ನೋಂದಾಯಿತ ರೈತರ ಸಂಖ್ಯೆಯನ್ನು (ಸೆಂಟ್ರಲ್ ಫಾರ್ಮರ್ ಐಡಿ) ಸೃಜಿಸಲಾಗುತ್ತದೆ. ಈ ಗುರುತಿನ ಸಂಖ್ಯೆಯು ಮುಂದಿನ ದಿನಗಳಲ್ಲಿ ಕೇಂದ್ರ ಮತ್ತು ರಾಜ್ಯ ಸರ್ಕಾರದ ಕೃಷಿ ಸಂಬಂಧಿತ ಯೋಜನೆಗಳ ಸೌಲಭ್ಯ ಪಡೆಯಲು ಕಡ್ಡಾಯವಾಗಿರುತ್ತದೆ. [1134, 1494, 1499, 1562]
notice-line: ಈ ಮೇಲ್ಕಂಡ ದಾವೆಯನ್ನು ಕರ್ನಾಟಕ ಸೌಹಾರ್ದ ಸಹಕಾರಿ ಅಧಿನಿಯಮ ಕಲಂ 39ರ ರೀತ್ಯಾ ದಾಖಲಿಸಲಾಗಿದ್ದು, ಪ್ರತಿವಾದಿಗಳು ದಿನಾಂಕ: 09.03.2026 ರಂದು ಬೆಳಿಗ್ಗೆ 11-30 ಗಂಟೆಗೆ ಖುದ್ದಾಗಿ ಅಥವಾ ವಕೀಲರ ಮೂಲಕ ಹಾಜರಾಗಲು ತಿಳಿಸಿದೆ. ತಪ್ಪಿದಲ್ಲಿ ಏಕಪಕ್ಷೀಯವಾಗಿ ತೀರ್ಮಾನಿಸಲಾಗುವುದು. [28, 1563, 371, 1620]
heat-col2: ಸ್ಪಕ್ತ ತಿಂಡಿಲು ಮಾಡಲು ಅಥವಾ ಅಧೀನನಾಗಿರುವವರಿಗೆ ಹೆಚ್ಚಿನ ಕಾಳಜಿ ವಹಿಸಬೇಕು. ಬಿಸಿಲಿನ ಹೊಡೆತಕ್ಕೆ ಒಳಗಾದವರು ತಲೆನೋವು, ವಾಕರಿಕೆ, ತಲೆಸುತ್ತು, ಮೈ ಕೆಂಪಾಗುವುದು ಸೇರಿದಂತೆ ಹಲವು ಲಕ್ಷಣಗಳನ್ನು ಎದುರಿಸಬಹುದು. ತಕ್ಷಣವೇ ಹತ್ತಿರದ ಆರೋಗ್ಯ ಕೇಂದ್ರಕ್ಕೆ ಭೇಟಿ ನೀಡಿ ಚಿಕಿತ್ಸೆ ಪಡೆಯಬೇಕು. ಮಕ್ಕಳು, ಗರ್ಭಿಣಿಯರು, ವೃದ್ಧರು ಮಧ್ಯಾಹ್ನ 12 ರಿಂದ 3 ಗಂಟೆಯವರೆಗೆ ಹೊರಗೆ ಹೋಗಬಾರದು. ಒಆರ್‌ಎಸ್ ದ್ರಾವಣ, ಮಜ್ಜಿಗೆ, ಎಳನೀರು, ನಿಂಬೆ ಪಾನಕ ಸೇವಿಸಬೇಕು. [642, 1560, 876, 1717]
pmkisan-article [1134, 1316, 1499, 2178]
missing-person-article [1134, 62, 1499, 730]
gita-title: ಭಗವದ್ಗೀತಾ ಮಹಾತ್ಮೆ [68, 76, 332, 121]
pmkisan-para: ಬಳ್ಳಾರಿ: ಜಿಲ್ಲೆಯ ರೈತರು ಪಿಎಂ-ಕಿಸಾನ್ ಪ್ರೋತ್ಸಾಹಧನ ಪಡೆಯಲು ರೈತರು ತಮ್ಮ ಫ್ರೂಟ್ಸ್ ಐಡಿ ಗೆ ಇ-ಕೆವೈಸಿ, ಮೊಬೈಲ್ ಸಂಖ್ಯೆ, ತಮ್ಮ ಹೆಸರಿನಲ್ಲಿರುವ ಎಲ್ಲಾ ಭೂಹಿಡುವಳಿಗಳನ್ನು ಕಡ್ಡಾಯವಾಗಿ ಜೋಡಣೆ ಮಾಡಿಕೊಳ್ಳಬೇಕು. ಕೇಂದ್ರ ನೋಂದಾಯಿತ ರೈತರ ಸಂಖ್ಯೆ ಸೃಜಿಸಲು ಸ್ವಯಂ ನೋಂದಣಿ ಅಥವಾ ಹತ್ತಿರದ ರೈತ ಸಂಪರ್ಕ ಕೇಂದ್ರ, ಸಿಎಸ್‌ಸಿ ಕೇಂದ್ರಗಳಿಗೆ ಭೇಟಿ ನೀಡಬಹುದು. [1134, 1400, 1499, 1486]
notice-line: ವಾದಿ: [28, 1260, 50, 1272]
heat-col3: (ಪಾರ್ಶ್ವವಾಯು) ಆರೋಗ್ಯ ಸೇವೆಯ ಅಗತ್ಯವಿದ್ದಲ್ಲಿ 108 ಆಂಬುಲೆನ್ಸ್ ಸಂಪರ್ಕಿಸಬೇಕು. ಆಹಾರದಲ್ಲಿ ಹಣ್ಣುಗಳು, ತರಕಾರಿಗಳನ್ನು ಹೆಚ್ಚಾಗಿ ಸೇವಿಸಬೇಕು. ಬೀದಿ ಬದಿಯ ತೆರೆದ ಆಹಾರ ಸೇವನೆಯಿಂದ ದೂರವಿರಬೇಕು. ಕಾರ್ಮಿಕರು ಕೆಲಸದ ನಡುವೆ ವಿಶ್ರಾಂತಿ ಪಡೆಯಬೇಕು. ಮನೆಯನ್ನು ತಂಪಾಗಿಡಲು ಕಿಟಕಿಗಳಿಗೆ ಪರದೆ ಬಳಸಬೇಕು. ಬಿಸಿಲಿನ ತಾಪಮಾನದಿಂದ ಸಾಕುಪ್ರಾಣಿಗಳನ್ನೂ ರಕ್ಷಿಸಬೇಕು ಎಂದು ಅವರು ತಿಳಿಸಿದ್ದಾರೆ. ಶಾಖಾಘಾತಕ್ಕೆ ಒಳಗಾದವರನ್ನು ತಂಪಾದ ಸ್ಥಳಕ್ಕೆ ಕರೆದೊಯ್ಯಬೇಕು. [887, 1560, 1122, 1717]
gita-para: ಇದನ್ನು ಪ್ರತಿನಿತ್ಯ ಅಭ್ಯಾಸ ಮಾಡಿದರೆ ಮನುಷ್ಯ ಸಂಕಷ್ಟಗಳಿಂದ ದೂರವಾಗಿ ಸುಖ, ಶಾಂತಿ, ನೆಮ್ಮದಿಯ ಬದುಕು ನಡೆಸಲು ಸಾಧ್ಯವಾಗುತ್ತದೆ. [30, 436, 230, 504]
notice-line: 2. K. Ashoka S/o K.Venkatesha, Age:32 year, Occupation:Business, R/at 2nd Ward, Indira Nagara, Nagenahalli, Hosapete, Vijayanagara-583201 [42, 1428, 325, 1470]
missing-byline: ಹೊಸಪೇಟೆ ಟೈಮ್ಸ್ ನ್ಯೂಸ್ [1385, 101, 1499, 117]
issue-date: ಶನಿವಾರ 28-02-2026 [19, 17, 208, 40]
